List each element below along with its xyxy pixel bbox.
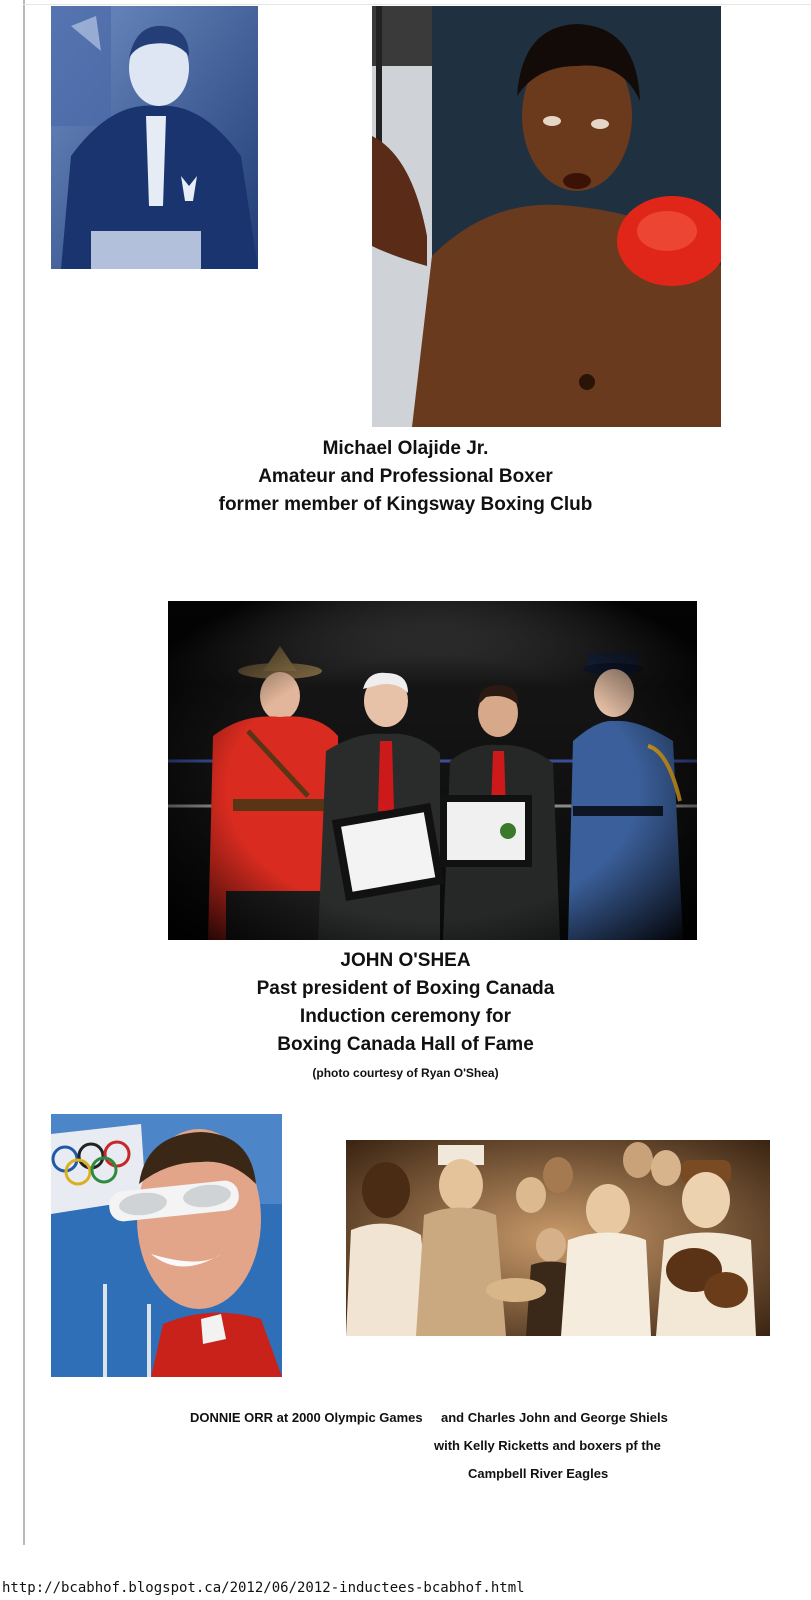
team-caption-line2: with Kelly Ricketts and boxers pf the bbox=[434, 1438, 661, 1453]
ceremony-event: Induction ceremony for bbox=[299, 1006, 512, 1027]
page-url-footer: http://bcabhof.blogspot.ca/2012/06/2012-inductees-bcabhof.html bbox=[2, 1580, 525, 1596]
vintage-official-photo bbox=[51, 6, 258, 269]
team-caption-line1: and Charles John and George Shiels bbox=[441, 1410, 668, 1425]
boxer-club: former member of Kingsway Boxing Club bbox=[218, 494, 593, 515]
olympian-photo bbox=[51, 1114, 282, 1377]
boxer-name: Michael Olajide Jr. bbox=[322, 438, 489, 459]
ceremony-role: Past president of Boxing Canada bbox=[256, 978, 555, 999]
left-border-line bbox=[23, 0, 25, 1545]
team-caption-line3: Campbell River Eagles bbox=[468, 1466, 609, 1481]
ceremony-hall: Boxing Canada Hall of Fame bbox=[277, 1034, 534, 1055]
ceremony-credit: (photo courtesy of Ryan O'Shea) bbox=[312, 1066, 499, 1080]
ceremony-name: JOHN O'SHEA bbox=[340, 950, 471, 971]
olympian-caption: DONNIE ORR at 2000 Olympic Games bbox=[190, 1410, 423, 1425]
top-border-line bbox=[23, 4, 811, 5]
team-sepia-photo bbox=[346, 1140, 770, 1336]
ceremony-photo bbox=[168, 601, 697, 940]
boxer-description: Amateur and Professional Boxer bbox=[258, 466, 553, 487]
boxer-photo bbox=[372, 6, 721, 427]
ceremony-caption bbox=[0, 947, 811, 1083]
boxer-caption bbox=[0, 435, 811, 519]
